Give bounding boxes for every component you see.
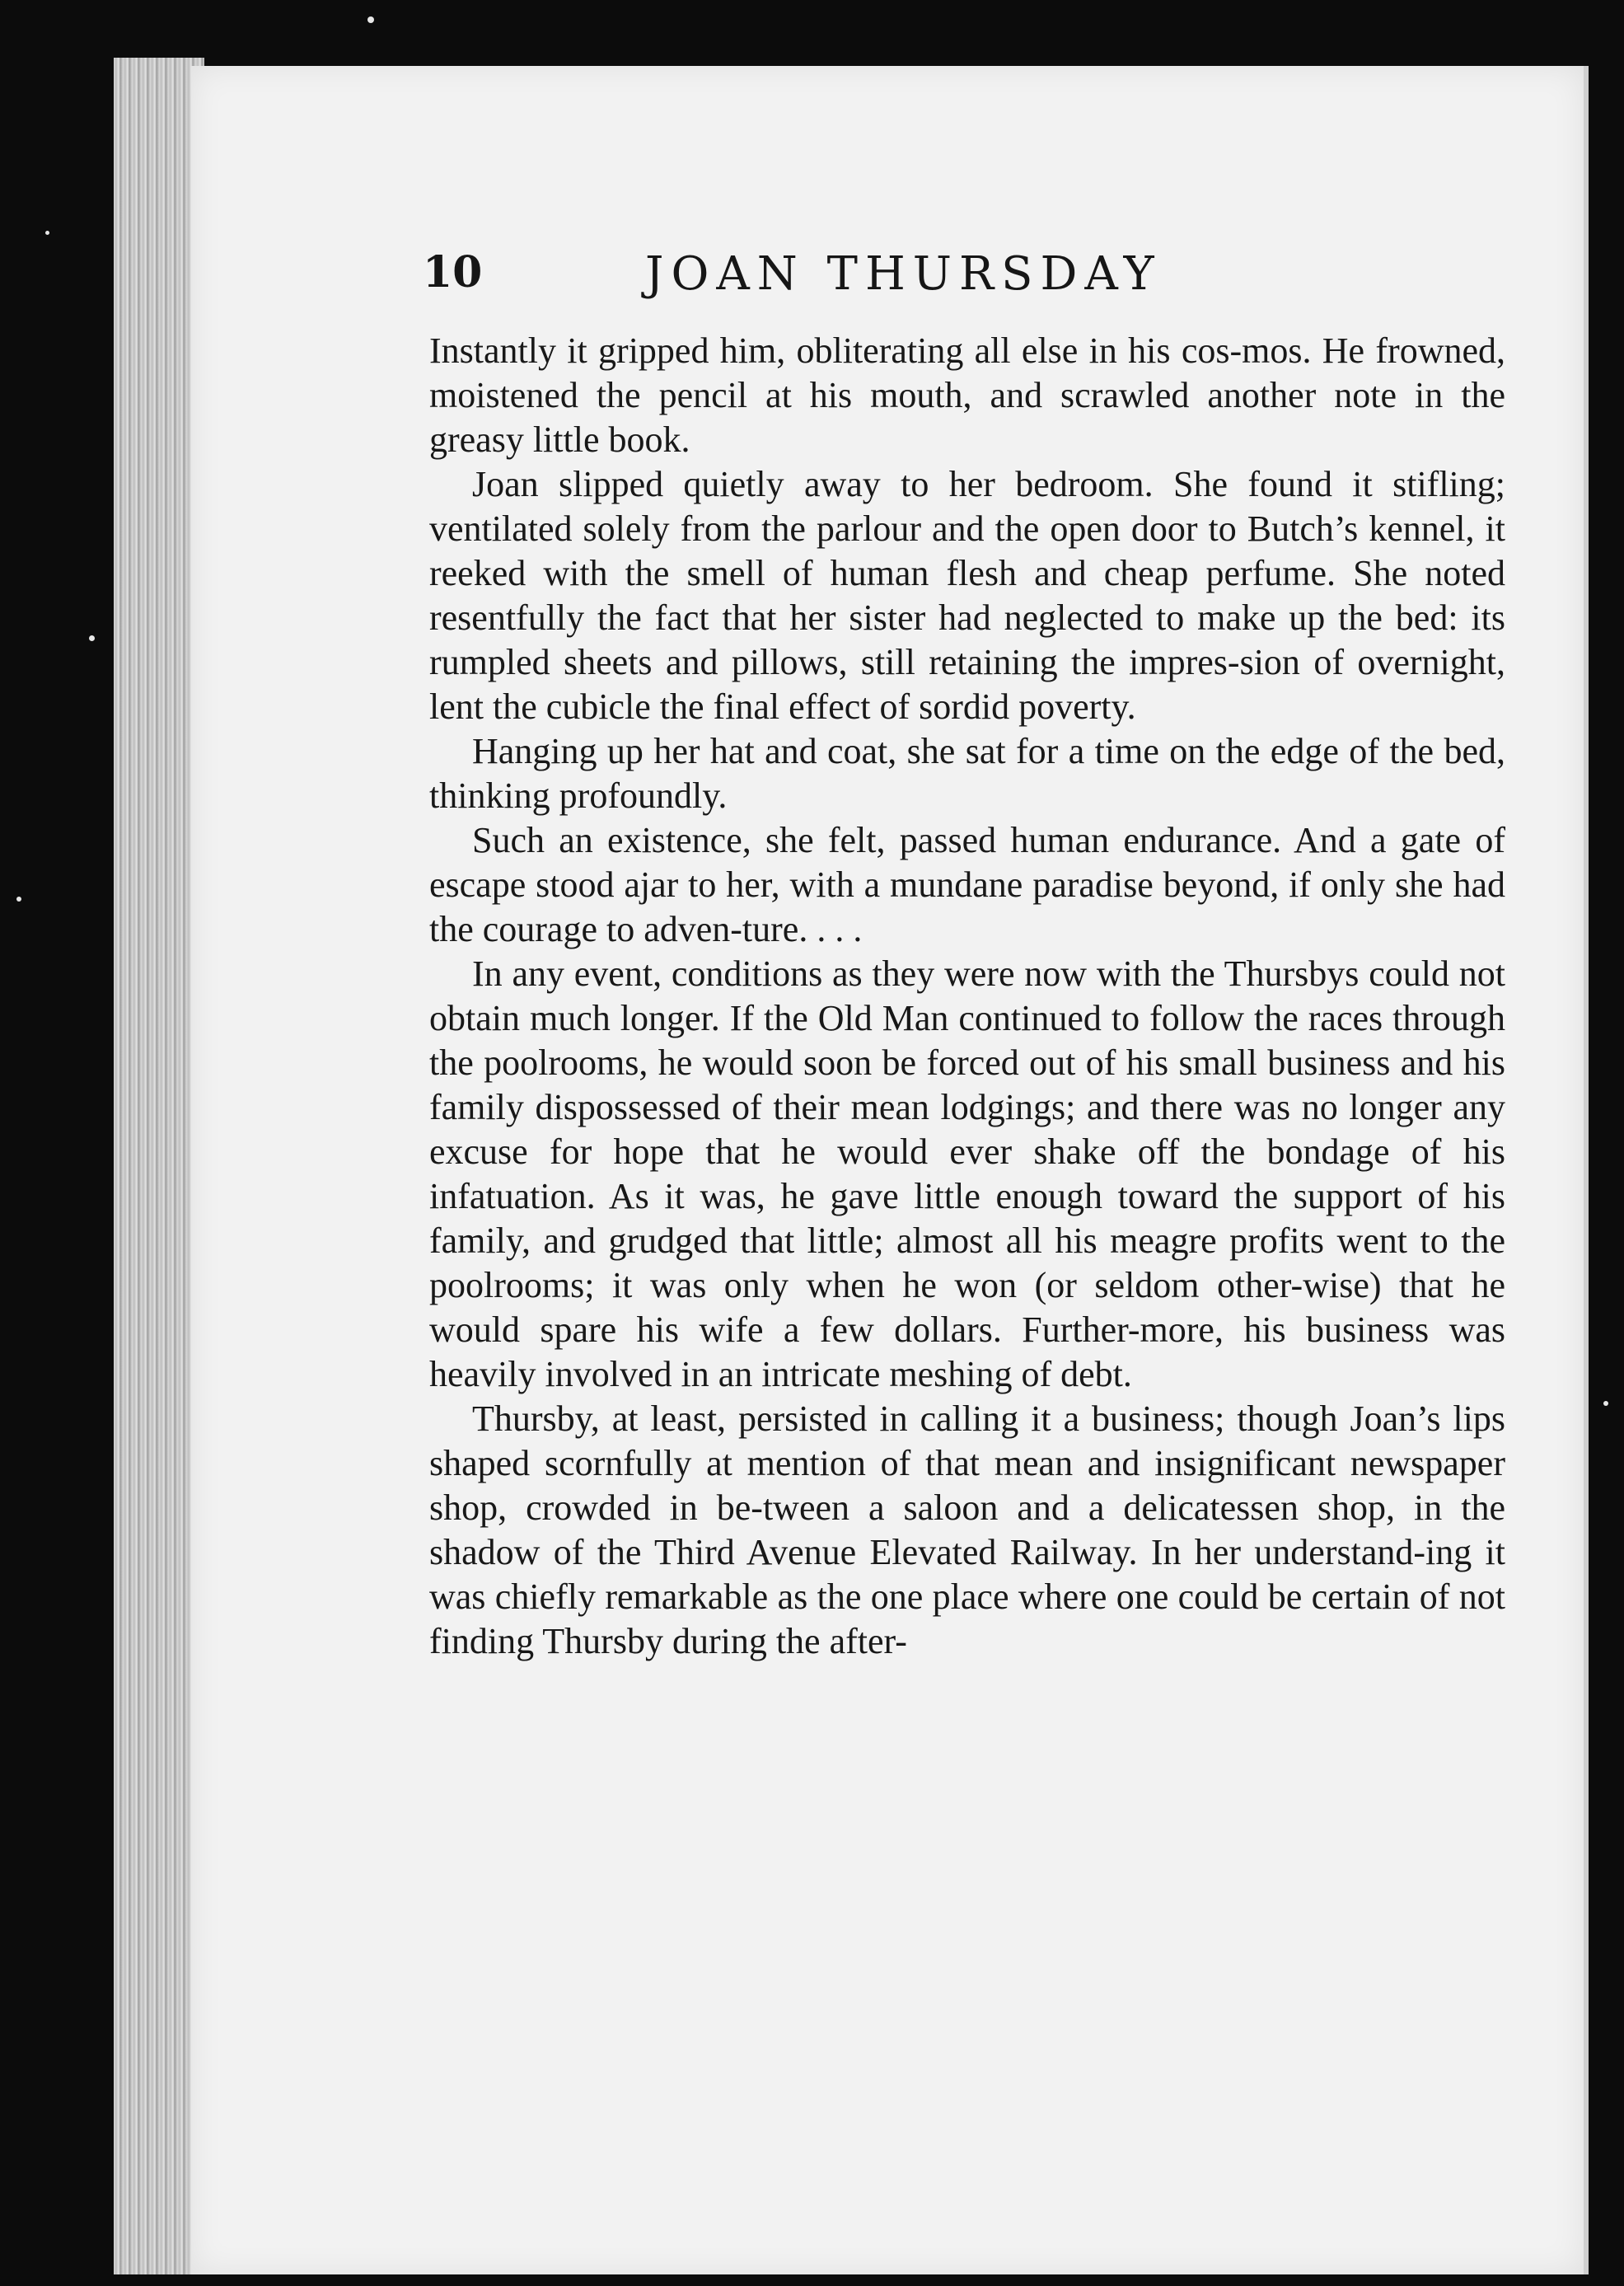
film-speck <box>16 897 21 902</box>
running-title: JOAN THURSDAY <box>645 247 1162 301</box>
paragraph: In any event, conditions as they were now with the Thursbys could not obtain much longer. If the Old Man continued to follow the races through the poolrooms, he would soon be forced out of his small business and his family dispossessed of their mean lodgings; and there was no longer any excuse for hope that he would ever shake off the bondage of his infatuation. As it was, he gave little enough toward the support of his family, and grudged that little; almost all his meagre profits went to the poolrooms; it was only when he won (or seldom other-wise) that he would spare his wife a few dollars. Further-more, his business was heavily involved in an intricate meshing of debt. <box>429 953 1505 1394</box>
paragraph: Joan slipped quietly away to her bedroom. She found it stifling; ventilated solely from the parlour and the open door to Butch’s kennel, it reeked with the smell of human flesh and cheap perfume. She noted resentfully the fact that her sister had neglected to make up the bed: its rumpled sheets and pillows, still retaining the impres-sion of overnight, lent the cubicle the final effect of sordid poverty. <box>429 464 1505 727</box>
page-right-edge <box>1584 66 1589 2274</box>
film-speck <box>89 635 95 641</box>
body-text <box>429 329 1505 1664</box>
film-speck <box>45 231 49 235</box>
paragraph: Hanging up her hat and coat, she sat for a time on the edge of the bed, thinking profoundly. <box>429 731 1505 816</box>
film-speck <box>1603 1401 1608 1406</box>
page-number: 10 <box>423 247 483 297</box>
page-header <box>423 247 1271 313</box>
paragraph: Such an existence, she felt, passed human endurance. And a gate of escape stood ajar to her, with a mundane paradise beyond, if only she had the courage to adven-ture. . . . <box>429 820 1505 949</box>
paragraph: Thursby, at least, persisted in calling it a business; though Joan’s lips shaped scornfully at mention of that mean and insignificant newspaper shop, crowded in be-tween a saloon and a delicatessen shop, in the shadow of the Third Avenue Elevated Railway. In her understand-ing it was chiefly remarkable as the one place where one could be certain of not finding Thursby during the after- <box>429 1398 1505 1661</box>
paragraph: Instantly it gripped him, obliterating all else in his cos-mos. He frowned, moistened the pencil at his mouth, and scrawled another note in the greasy little book. <box>429 330 1505 460</box>
film-speck <box>367 16 374 23</box>
